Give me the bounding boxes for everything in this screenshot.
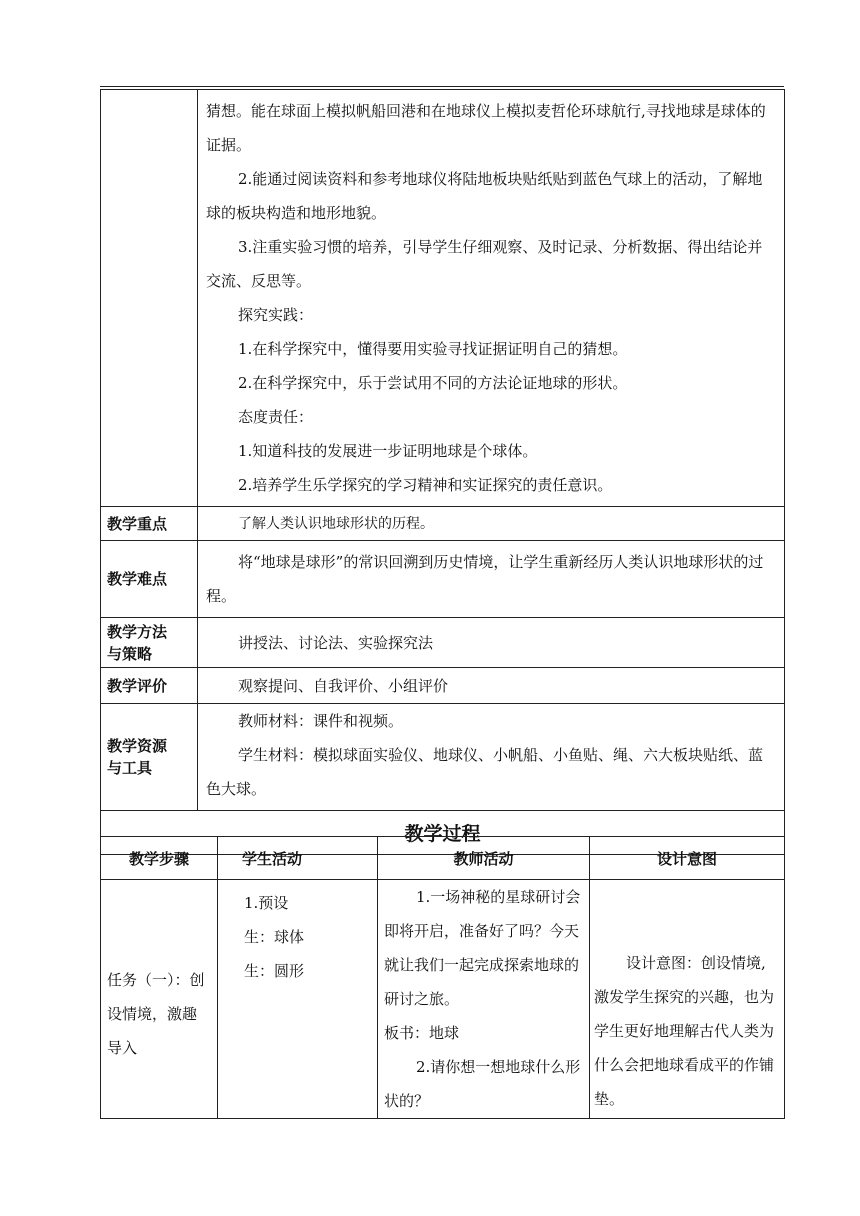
task1-student (218, 880, 378, 1119)
header-intent: 设计意图 (590, 837, 785, 880)
process-title: 教学过程 (101, 811, 785, 855)
key-point-label: 教学重点 (101, 507, 198, 541)
objective-line: 2.培养学生乐学探究的学习精神和实证探究的责任意识。 (238, 476, 613, 494)
teacher-materials: 教师材料：课件和视频。 (238, 712, 404, 730)
key-point-value: 了解人类认识地球形状的历程。 (238, 515, 434, 532)
task1-teacher (378, 880, 590, 1119)
intent-text: 设计意图：创设情境,激发学生探究的兴趣，也为学生更好地理解古代人类为什么会把地球看成平的作铺垫。 (594, 954, 775, 1108)
method-label-line2: 与策略 (107, 644, 153, 663)
evaluation-label: 教学评价 (101, 668, 198, 704)
student-line: 1.预设 (244, 894, 289, 912)
teacher-line: 2.请你想一想地球什么形状的？ (384, 1058, 581, 1110)
task1-step-text: 任务（一）：创设情境，激趣导入 (107, 971, 205, 1057)
header-teacher: 教师活动 (378, 837, 590, 880)
difficulty-value: 将“地球是球形”的常识回溯到历史情境，让学生重新经历人类认识地球形状的过程。 (206, 553, 764, 605)
objective-line: 猜想。能在球面上模拟帆船回港和在地球仪上模拟麦哲伦环球航行,寻找地球是球体的证据。 (206, 102, 766, 154)
header-student: 学生活动 (218, 837, 378, 880)
resources-label-line1: 教学资源 (107, 737, 168, 755)
header-step: 教学步骤 (101, 837, 218, 880)
resources-text (198, 704, 785, 811)
objective-line: 1.在科学探究中，懂得要用实验寻找证据证明自己的猜想。 (238, 340, 628, 358)
method-label (101, 618, 198, 668)
evaluation-text (198, 668, 785, 704)
evaluation-value: 观察提问、自我评价、小组评价 (238, 676, 449, 695)
task1-step (101, 880, 218, 1119)
lesson-plan-table (100, 89, 785, 855)
objectives-label-cell (101, 90, 198, 507)
resources-label (101, 704, 198, 811)
objective-line: 3.注重实验习惯的培养，引导学生仔细观察、及时记录、分析数据、得出结论并交流、反思等。 (206, 238, 763, 290)
teacher-board: 板书：地球 (384, 1024, 460, 1042)
student-line: 生：球体 (244, 928, 305, 946)
objective-line: 1.知道科技的发展进一步证明地球是个球体。 (238, 442, 538, 460)
key-point-text (198, 507, 785, 541)
teacher-line: 1.一场神秘的星球研讨会即将开启，准备好了吗？今天就让我们一起完成探索地球的研讨之旅。 (384, 888, 581, 1008)
process-table (100, 836, 785, 1119)
student-materials: 学生材料：模拟球面实验仪、地球仪、小帆船、小鱼贴、绳、六大板块贴纸、蓝色大球。 (206, 746, 764, 798)
difficulty-label: 教学难点 (101, 541, 198, 618)
task1-intent (590, 880, 785, 1119)
method-value: 讲授法、讨论法、实验探究法 (238, 633, 434, 652)
objective-heading: 探究实践： (238, 306, 314, 324)
objective-heading: 态度责任： (238, 408, 314, 426)
objective-line: 2.在科学探究中，乐于尝试用不同的方法论证地球的形状。 (238, 374, 628, 392)
objectives-cell (198, 90, 785, 507)
method-text (198, 618, 785, 668)
resources-label-line2: 与工具 (107, 759, 153, 777)
difficulty-text (198, 541, 785, 618)
header-rule (100, 86, 784, 87)
objective-line: 2.能通过阅读资料和参考地球仪将陆地板块贴纸贴到蓝色气球上的活动，了解地球的板块构造和地形地貌。 (206, 170, 763, 222)
method-label-line1: 教学方法 (107, 622, 168, 641)
student-line: 生：圆形 (244, 962, 305, 980)
